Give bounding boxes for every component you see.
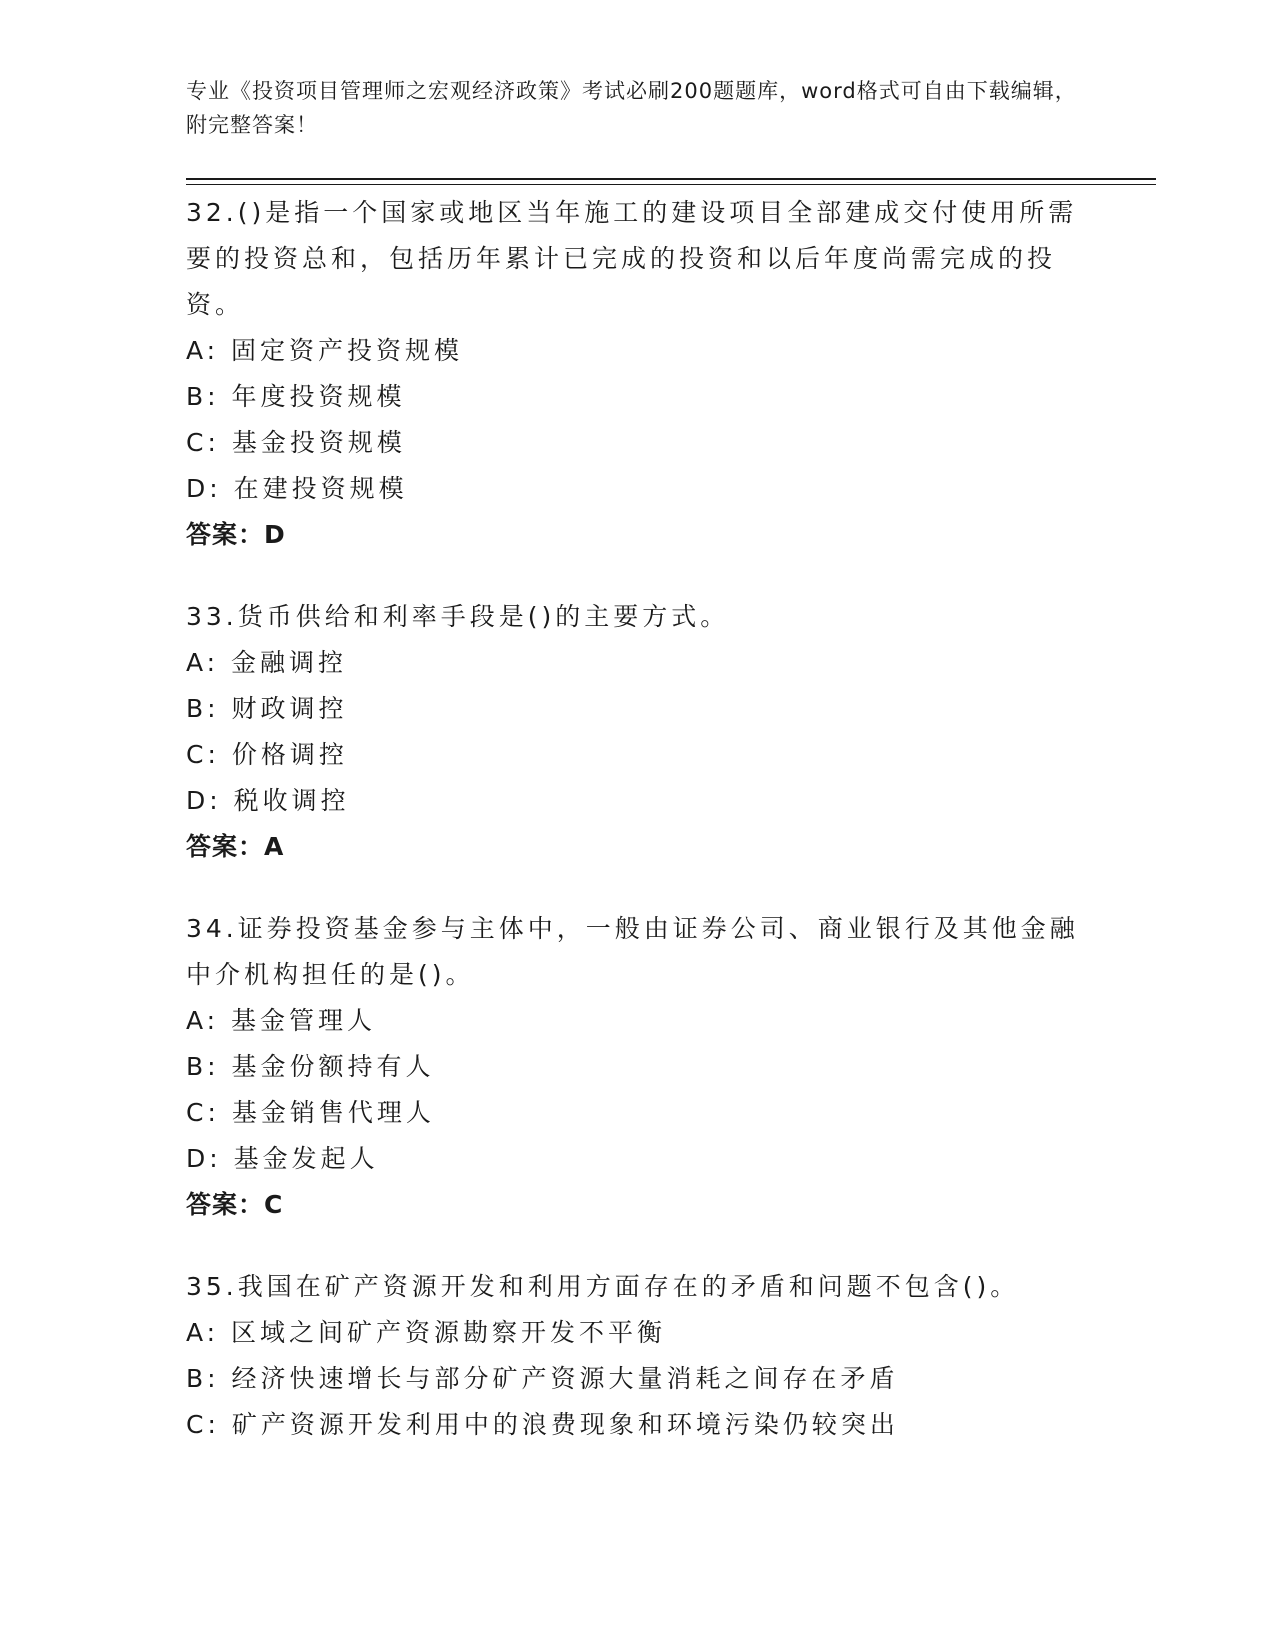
option-c: C: 价格调控 [186,740,348,769]
question-34 [186,906,1086,1228]
option-c: C: 基金销售代理人 [186,1098,435,1127]
answer-line: 答案：A [186,832,285,861]
question-list [186,190,1086,1484]
option-b: B: 经济快速增长与部分矿产资源大量消耗之间存在矛盾 [186,1364,899,1393]
question-33 [186,594,1086,870]
answer-line: 答案：D [186,520,286,549]
option-b: B: 年度投资规模 [186,382,406,411]
question-35 [186,1264,1086,1448]
answer-line: 答案：C [186,1190,284,1219]
option-a: A: 区域之间矿产资源勘察开发不平衡 [186,1318,667,1347]
option-a: A: 金融调控 [186,648,348,677]
question-stem: 34.证券投资基金参与主体中，一般由证券公司、商业银行及其他金融中介机构担任的是()。 [186,914,1079,989]
header-divider-thin [186,184,1156,185]
option-d: D: 基金发起人 [186,1144,379,1173]
option-c: C: 基金投资规模 [186,428,406,457]
question-stem: 35.我国在矿产资源开发和利用方面存在的矛盾和问题不包含()。 [186,1272,1020,1301]
question-stem: 32.()是指一个国家或地区当年施工的建设项目全部建成交付使用所需要的投资总和，包括历年累计已完成的投资和以后年度尚需完成的投资。 [186,198,1078,319]
header-divider-thick [186,178,1156,180]
option-b: B: 基金份额持有人 [186,1052,435,1081]
option-b: B: 财政调控 [186,694,348,723]
option-d: D: 税收调控 [186,786,350,815]
option-a: A: 固定资产投资规模 [186,336,464,365]
option-d: D: 在建投资规模 [186,474,408,503]
option-a: A: 基金管理人 [186,1006,377,1035]
question-32 [186,190,1086,558]
option-c: C: 矿产资源开发利用中的浪费现象和环境污染仍较突出 [186,1410,899,1439]
document-intro: 专业《投资项目管理师之宏观经济政策》考试必刷200题题库，word格式可自由下载编辑，附完整答案！ [186,79,1077,137]
question-stem: 33.货币供给和利率手段是()的主要方式。 [186,602,730,631]
